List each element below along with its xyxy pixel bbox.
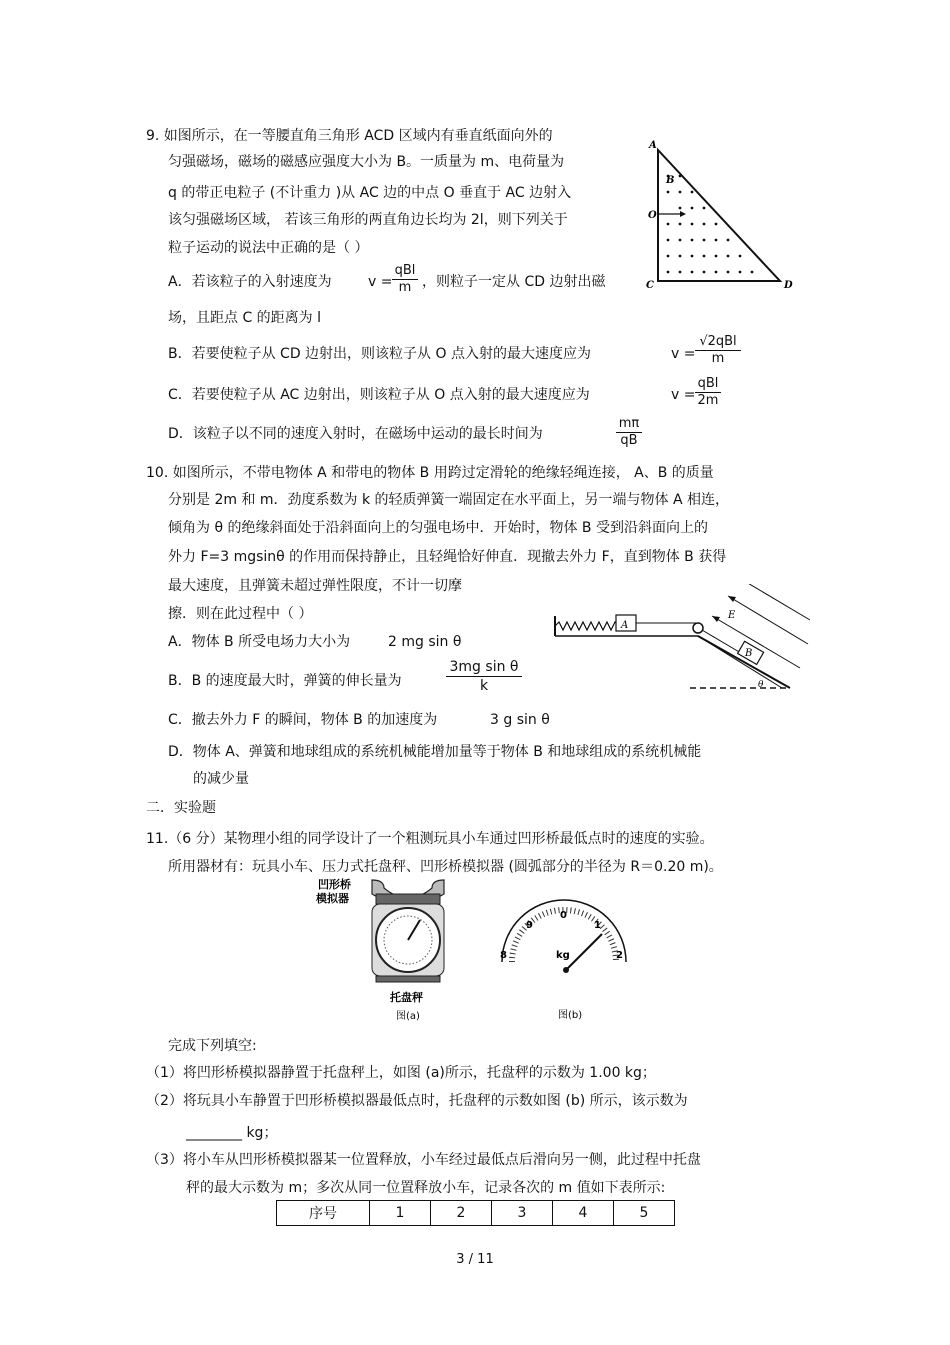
- table-header-cell: 5: [614, 1201, 675, 1226]
- q9-line2: 匀强磁场，磁场的磁感应强度大小为 B。一质量为 m、电荷量为: [168, 154, 565, 170]
- q9-b-v: v =: [671, 346, 696, 362]
- q10-a-expr: 2 mg sin θ: [388, 634, 462, 650]
- tick-label-8: 8: [500, 950, 507, 961]
- fig-a-label-simulator: 模拟器: [316, 892, 349, 905]
- fig-b-caption: 图(b): [558, 1010, 583, 1021]
- q9-a-num: qBl: [394, 263, 416, 278]
- q9-line4: 该匀强磁场区域， 若该三角形的两直角边长均为 2l，则下列关于: [168, 212, 568, 228]
- q9-a-fraction: [392, 263, 418, 296]
- fig-a-label-bridge: 凹形桥: [318, 878, 351, 891]
- q10-option-b: B．B 的速度最大时，弹簧的伸长量为: [168, 673, 402, 689]
- measurement-table: [276, 1200, 675, 1226]
- q10-line5: 最大速度，且弹簧未超过弹性限度，不计一切摩: [168, 578, 462, 594]
- q10-b-den: k: [446, 676, 522, 695]
- field-arrowhead-1: [712, 616, 720, 622]
- q9-b-fraction: [695, 334, 741, 367]
- fig-a-caption: 图(a): [396, 1011, 420, 1022]
- table-header-cell: 序号: [277, 1201, 370, 1226]
- q10-line6: 擦．则在此过程中（ ）: [168, 606, 313, 622]
- incline-hatch-edge: [698, 636, 782, 688]
- table-header-cell: 1: [370, 1201, 431, 1226]
- fig-a-scale: [300, 876, 460, 1024]
- spring: [555, 622, 619, 630]
- table-row: [277, 1201, 675, 1226]
- q9-d-fraction: [616, 416, 642, 449]
- q10-option-c: C．撤去外力 F 的瞬间，物体 B 的加速度为: [168, 712, 438, 728]
- q9-c-num: qBl: [697, 376, 719, 391]
- tick-label-1: 1: [594, 920, 601, 931]
- field-line-2: [728, 596, 808, 644]
- tick-label-0: 0: [560, 910, 567, 921]
- theta-label: θ: [758, 680, 764, 690]
- q10-line1: 10. 如图所示，不带电物体 A 和带电的物体 B 用跨过定滑轮的绝缘轻绳连接， A、B 的质量: [146, 465, 714, 481]
- q9-triangle-figure: [640, 136, 800, 292]
- field-arrowhead-2: [728, 596, 736, 602]
- q10-b-num: 3mg sin θ: [449, 659, 519, 675]
- q9-option-a-line2: 场，且距点 C 的距离为 l: [168, 310, 322, 326]
- q10-incline-figure: [550, 584, 812, 696]
- q9-option-a-cont: ，则粒子一定从 CD 边射出磁: [422, 274, 606, 290]
- fig-b-dial: [490, 892, 640, 1024]
- fig-a-label-scale: 托盘秤: [390, 991, 423, 1004]
- q9-b-num: √2qBl: [699, 334, 737, 349]
- q10-option-d-line2: 的减少量: [193, 771, 249, 787]
- q10-c-expr: 3 g sin θ: [490, 712, 550, 728]
- q9-line5: 粒子运动的说法中正确的是（ ）: [168, 240, 369, 256]
- step-3-line2: 秤的最大示数为 m；多次从同一位置释放小车，记录各次的 m 值如下表所示:: [186, 1180, 666, 1196]
- q10-b-fraction: [446, 658, 522, 695]
- label-d: D: [784, 280, 793, 291]
- table-header-cell: 2: [431, 1201, 492, 1226]
- q9-option-b: B．若要使粒子从 CD 边射出，则该粒子从 O 点入射的最大速度应为: [168, 346, 591, 362]
- block-b-label: B: [745, 648, 753, 659]
- table-header-cell: 4: [553, 1201, 614, 1226]
- q9-option-a: A．若该粒子的入射速度为: [168, 274, 332, 290]
- field-line-3: [746, 584, 810, 620]
- block-a-label: A: [621, 620, 629, 631]
- section-title: 二．实验题: [146, 800, 216, 816]
- dial-needle: [566, 934, 602, 970]
- q9-c-v: v =: [671, 387, 696, 403]
- q9-a-v: v =: [368, 274, 393, 290]
- q10-line2: 分别是 2m 和 m．劲度系数为 k 的轻质弹簧一端固定在水平面上，另一端与物体 A 相连，: [168, 492, 730, 508]
- step-3: （3）将小车从凹形桥模拟器某一位置释放，小车经过最低点后滑向另一侧，此过程中托盘: [146, 1152, 701, 1168]
- q9-line3: q 的带正电粒子 (不计重力 )从 AC 边的中点 O 垂直于 AC 边射入: [168, 185, 572, 201]
- q9-b-den: m: [695, 350, 741, 367]
- q9-d-num: mπ: [618, 416, 640, 431]
- label-b: B: [666, 175, 675, 186]
- q9-a-den: m: [392, 279, 418, 296]
- step-2: （2）将玩具小车静置于凹形桥模拟器最低点时，托盘秤的示数如图 (b) 所示，该示数为: [146, 1093, 688, 1109]
- q9-option-c: C．若要使粒子从 AC 边射出，则该粒子从 O 点入射的最大速度应为: [168, 387, 590, 403]
- q11-line2: 所用器材有：玩具小车、压力式托盘秤、凹形桥模拟器 (圆弧部分的半径为 R＝0.20 m)。: [168, 859, 723, 875]
- tick-label-9: 9: [526, 920, 533, 931]
- field-label-e: E: [728, 610, 736, 621]
- q10-option-d: D．物体 A、弹簧和地球组成的系统机械能增加量等于物体 B 和地球组成的系统机械能: [168, 744, 702, 760]
- fill-intro: 完成下列填空:: [168, 1038, 257, 1054]
- dial-hub: [563, 967, 569, 973]
- scale-base: [376, 976, 440, 982]
- q11-line1: 11.（6 分）某物理小组的同学设计了一个粗测玩具小车通过凹形桥最低点时的速度的实验。: [146, 831, 714, 847]
- scale-tray: [376, 894, 440, 904]
- label-c: C: [646, 280, 654, 291]
- q9-d-den: qB: [616, 432, 642, 449]
- magnetic-field-dots: [667, 175, 754, 274]
- page-number: 3 / 11: [456, 1252, 494, 1267]
- dial-unit: kg: [556, 950, 570, 961]
- q10-option-a: A．物体 B 所受电场力大小为: [168, 634, 351, 650]
- label-o: O: [648, 210, 657, 221]
- velocity-arrowhead: [680, 211, 686, 217]
- tick-label-2: 2: [616, 950, 623, 961]
- q9-c-den: 2m: [695, 392, 721, 409]
- step-2-blank: ________ kg；: [186, 1125, 278, 1141]
- q10-line3: 倾角为 θ 的绝缘斜面处于沿斜面向上的匀强电场中．开始时，物体 B 受到沿斜面向上的: [168, 520, 708, 536]
- q9-line1: 9. 如图所示，在一等腰直角三角形 ACD 区域内有垂直纸面向外的: [146, 128, 553, 144]
- q9-option-d: D．该粒子以不同的速度入射时，在磁场中运动的最长时间为: [168, 426, 543, 442]
- pulley: [693, 623, 703, 633]
- triangle-acd: [658, 150, 780, 281]
- q9-c-fraction: [695, 376, 721, 409]
- table-header-cell: 3: [492, 1201, 553, 1226]
- step-1: （1）将凹形桥模拟器静置于托盘秤上，如图 (a)所示，托盘秤的示数为 1.00 kg；: [146, 1065, 656, 1081]
- q10-line4: 外力 F=3 mgsinθ 的作用而保持静止，且轻绳恰好伸直．现撤去外力 F，直到物体 B 获得: [168, 549, 727, 565]
- label-a: A: [649, 140, 657, 151]
